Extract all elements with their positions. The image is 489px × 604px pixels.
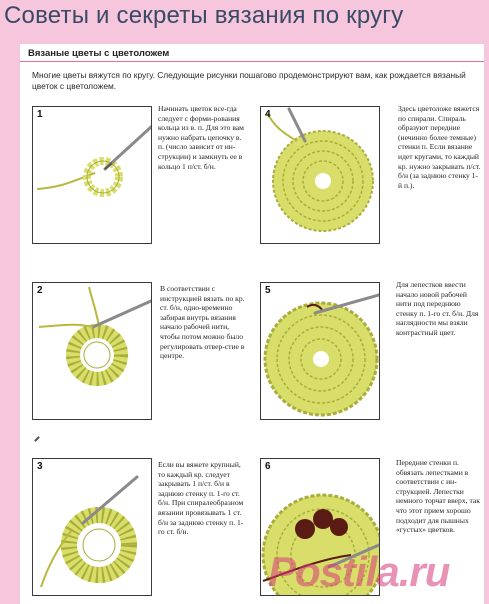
spiral-disc-icon xyxy=(261,107,380,244)
step-2-text: В соответствии с инструкцией вязать по кр. ст. б/н, одно-временно забирая внутрь вязания начало рабочей нити, чтобы потом можно было регулировать отвер-стие в центре. xyxy=(160,284,245,361)
step-6-number: 6 xyxy=(265,461,271,472)
watermark-logo: Postila.ru xyxy=(268,548,450,595)
step-2-illustration xyxy=(32,282,152,420)
step-1-text: Начинать цветок все-гда следует с форми-рования кольца из в. п. Для это вам нужно набрать цепочку в. п. (число зависит от ин-струкции) и замкнуть ее в кольцо 1 п/ст. б/н. xyxy=(158,104,244,171)
step-4-number: 4 xyxy=(265,109,271,120)
step-5-text: Для лепестков ввести начало новой рабочей нити под переднюю стенку п. 1-го ст. б/н. Для наглядности мы взяли контрастный цвет. xyxy=(396,280,479,337)
step-4-text: Здесь цветоложе вяжется по спирали. Спираль образуют передние (нечинно более темные) стенки п. Если вязание идет кругами, то каждый кр. нужно закрывать п/ст. б/н (за заднюю стенку 1-й п.). xyxy=(398,104,481,190)
content-sheet xyxy=(20,44,484,604)
ring-round-icon xyxy=(33,283,152,420)
step-5-number: 5 xyxy=(265,285,271,296)
step-1-number: 1 xyxy=(37,109,43,120)
section-divider xyxy=(20,61,484,62)
disc-contrast-thread-icon xyxy=(261,283,380,420)
ring-start-icon xyxy=(33,107,152,244)
step-1-illustration xyxy=(32,106,152,244)
intro-paragraph: Многие цветы вяжутся по кругу. Следующие рисунки пошагово продемонстрируют вам, как рождается вязаный цветок с цветоложем. xyxy=(32,70,466,91)
step-2-number: 2 xyxy=(37,285,43,296)
step-4-illustration xyxy=(260,106,380,244)
page-title: Советы и секреты вязания по кругу xyxy=(4,2,404,29)
step-5-illustration xyxy=(260,282,380,420)
step-3-number: 3 xyxy=(37,461,43,472)
ring-second-round-icon xyxy=(33,459,152,596)
step-6-text: Передние стенки п. обвязать лепестками в соответствии с ин-струкцией. Лепестки немного торчат вверх, так что этот прием хорошо подходит для пышных «густых» цветков. xyxy=(396,458,480,535)
step-3-text: Если вы вяжете крупный, то каждый кр. следует закрывать 1 п/ст. б/н в заднюю стенку п. 1-го ст. б/н. При спиралеобразном вязании провязывать 1 ст. б/н за заднюю стенку п. 1-го ст. б/н. xyxy=(158,460,244,537)
section-title: Вязаные цветы с цветоложем xyxy=(28,48,170,59)
step-3-illustration xyxy=(32,458,152,596)
